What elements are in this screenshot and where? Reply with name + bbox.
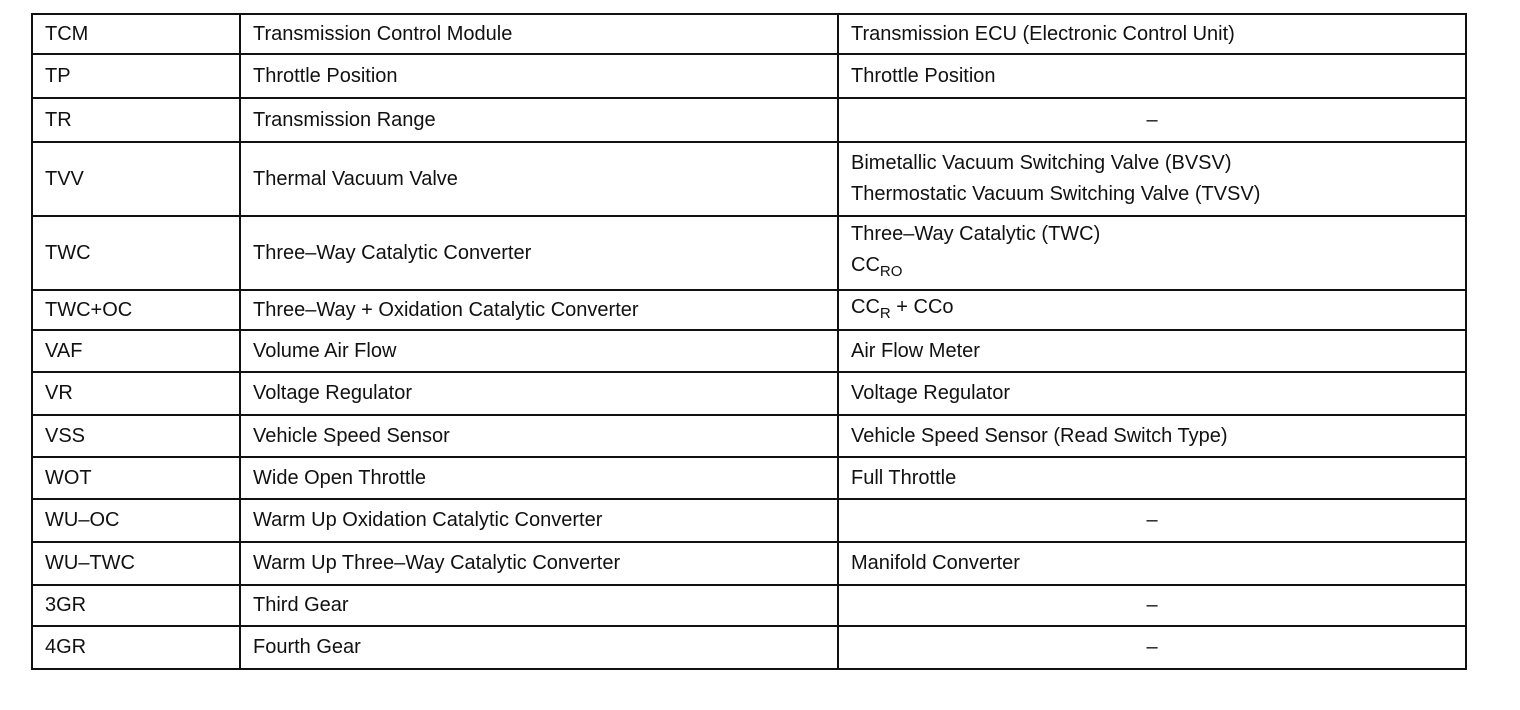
term-cell: Transmission Range [240, 98, 838, 142]
abbreviation-cell: WU–OC [32, 499, 240, 542]
abbreviation-cell: VR [32, 372, 240, 415]
term-cell: Three–Way + Oxidation Catalytic Converter [240, 290, 838, 330]
toyota-term-line: Throttle Position [851, 64, 996, 87]
table-row [32, 142, 1466, 216]
toyota-term-line: Full Throttle [851, 466, 957, 489]
toyota-term-cell [838, 415, 1466, 457]
term-cell: Thermal Vacuum Valve [240, 142, 838, 216]
toyota-term-cell [838, 216, 1466, 290]
toyota-term-cell [838, 142, 1466, 216]
table-row [32, 290, 1466, 330]
term-cell: Vehicle Speed Sensor [240, 415, 838, 457]
toyota-term-cell [838, 457, 1466, 499]
abbreviation-cell: TWC+OC [32, 290, 240, 330]
toyota-term-cell [838, 330, 1466, 372]
table-row [32, 98, 1466, 142]
toyota-term-line: Air Flow Meter [851, 339, 980, 362]
toyota-term-line: Transmission ECU (Electronic Control Unit) [851, 22, 1235, 45]
toyota-term-cell [838, 14, 1466, 54]
term-cell: Wide Open Throttle [240, 457, 838, 499]
abbreviation-cell: TWC [32, 216, 240, 290]
abbreviation-cell: WU–TWC [32, 542, 240, 585]
toyota-term-line: Vehicle Speed Sensor (Read Switch Type) [851, 424, 1228, 447]
table-row [32, 499, 1466, 542]
term-cell: Third Gear [240, 585, 838, 626]
toyota-term-line: Voltage Regulator [851, 382, 1011, 404]
toyota-term-cell [838, 54, 1466, 98]
toyota-term-line: $CC_{RO}$ [851, 254, 903, 280]
abbreviation-cell: TCM [32, 14, 240, 54]
term-cell: Voltage Regulator [240, 372, 838, 415]
term-cell: Warm Up Three–Way Catalytic Converter [240, 542, 838, 585]
term-cell: Throttle Position [240, 54, 838, 98]
term-cell: Fourth Gear [240, 626, 838, 669]
table-row [32, 415, 1466, 457]
table-row [32, 457, 1466, 499]
abbreviation-cell: VSS [32, 415, 240, 457]
abbreviation-cell: WOT [32, 457, 240, 499]
abbreviation-cell: TP [32, 54, 240, 98]
table-row [32, 585, 1466, 626]
toyota-term-cell: – [838, 585, 1466, 626]
term-cell: Three–Way Catalytic Converter [240, 216, 838, 290]
abbreviation-cell: 4GR [32, 626, 240, 669]
toyota-term-cell: – [838, 499, 1466, 542]
table-row [32, 54, 1466, 98]
table-row [32, 216, 1466, 290]
toyota-term-line: Three–Way Catalytic (TWC) [851, 223, 1101, 245]
toyota-term-line: Manifold Converter [851, 552, 1020, 574]
term-cell: Volume Air Flow [240, 330, 838, 372]
abbreviation-table [31, 13, 1467, 670]
table-row [32, 542, 1466, 585]
abbreviation-cell: TVV [32, 142, 240, 216]
term-cell: Warm Up Oxidation Catalytic Converter [240, 499, 838, 542]
toyota-term-cell [838, 372, 1466, 415]
abbreviation-cell: TR [32, 98, 240, 142]
toyota-term-cell: – [838, 98, 1466, 142]
toyota-term-line: $CC_R$ + CCo [851, 295, 954, 322]
abbreviation-cell: VAF [32, 330, 240, 372]
table-row [32, 626, 1466, 669]
abbreviation-cell: 3GR [32, 585, 240, 626]
abbreviation-table-body [32, 14, 1466, 669]
toyota-term-cell [838, 290, 1466, 330]
toyota-term-cell: – [838, 626, 1466, 669]
toyota-term-line: Thermostatic Vacuum Switching Valve (TVSV) [851, 183, 1261, 205]
table-row [32, 372, 1466, 415]
toyota-term-cell [838, 542, 1466, 585]
toyota-term-line: Bimetallic Vacuum Switching Valve (BVSV) [851, 152, 1232, 174]
table-row [32, 14, 1466, 54]
table-row [32, 330, 1466, 372]
term-cell: Transmission Control Module [240, 14, 838, 54]
